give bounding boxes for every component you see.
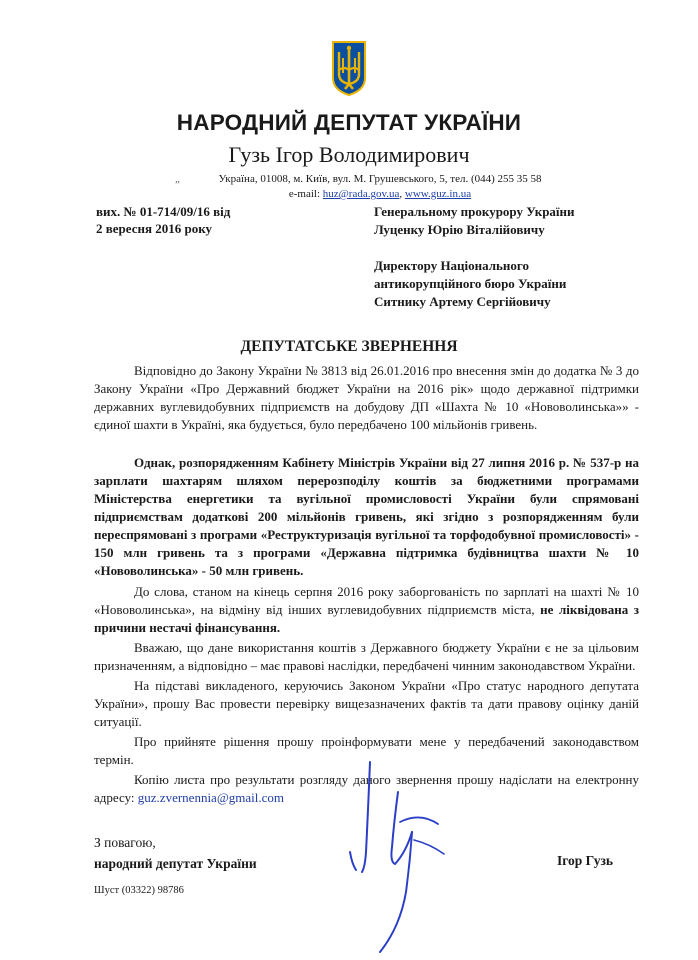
outgoing-number-block [96, 203, 230, 237]
letter-body [94, 362, 639, 434]
recipient-line: Директору Національного [374, 258, 530, 273]
recipient-line: Ситнику Артему Сергійовичу [374, 294, 551, 309]
reply-email-link[interactable]: guz.zvernennia@gmail.com [137, 790, 285, 805]
recipient-prosecutor [374, 203, 575, 239]
paragraph-6: Про прийняте рішення прошу проінформувати мене у передбачений законодавством термін. [94, 734, 639, 767]
recipient-nabu [374, 257, 566, 311]
paragraph-3-bold: не ліквідована з причини нестачі фінансування. [94, 602, 639, 635]
paragraph-2: Однак, розпорядженням Кабінету Міністрів України від 27 липня 2016 р. № 537-р на зарплати шахтарям шляхом перерозподілу коштів за бюджетними програмами Міністерства енергетики та вугільної промисловості України були спрямовані підприємствам додаткові 200 мільйонів гривень, які згідно з розпорядженням були переспрямовані з програми «Реструктуризація вугільної та торфодобувної промисловості» - 150 млн гривень та з програми «Державна підтримка будівництва шахти № 10 «Нововолинська» - 50 млн гривень. [94, 455, 639, 578]
executor-contact: Шуст (03322) 98786 [94, 885, 184, 896]
letterhead-address [190, 172, 570, 202]
closing-block [94, 832, 257, 874]
document-heading: ДЕПУТАТСЬКЕ ЗВЕРНЕННЯ [240, 338, 458, 355]
paragraph-5: На підставі викладеного, керуючись Законом України «Про статус народного депутата України», прошу Вас провести перевірку вищезазначених фактів та дати правову оцінку даній ситуації. [94, 678, 639, 729]
recipient-line: антикорупційного бюро України [374, 276, 567, 291]
email-label: e-mail: [288, 188, 321, 200]
address-line: Україна, 01008, м. Київ, вул. М. Грушевського, 5, тел. (044) 255 35 58 [218, 173, 542, 185]
closing-position: народний депутат України [94, 856, 257, 871]
email-link[interactable]: huz@rada.gov.ua [322, 188, 400, 200]
scan-mark: „ [175, 173, 180, 185]
signer-name: Ігор Гузь [557, 853, 614, 868]
paragraph-7-text: Копію листа про результати розгляду даного звернення прошу надіслати на електронну адресу: [94, 772, 639, 805]
recipient-line: Генеральному прокурору України [374, 204, 575, 219]
handwritten-signature [340, 752, 460, 957]
deputy-name: Гузь Ігор Володимирович [228, 142, 470, 167]
paragraph-4: Вважаю, що дане використання коштів з Державного бюджету України є не за цільовим призначенням, а відповідно – має правові наслідки, передбачені чинним законодавством України. [94, 640, 639, 673]
outgoing-number: вих. № 01-714/09/16 від [96, 204, 231, 219]
contact-line [190, 187, 570, 202]
paragraph-3 [94, 583, 639, 637]
paragraph-3-text: До слова, станом на кінець серпня 2016 року заборгованість по зарплаті на шахті № 10 «Нововолинська», на відміну від інших вуглевидобувних підприємств міста, [94, 584, 639, 617]
website-link[interactable]: www.guz.in.ua [404, 188, 472, 200]
letter-body-bold [94, 454, 639, 580]
paragraph-1: Відповідно до Закону України № 3813 від 26.01.2016 про внесення змін до додатка № 3 до Закону України «Про Державний бюджет України на 2016 рік» щодо державної підтримки державних вуглевидобувних підприємств на добудову ДП «Шахта № 10 «Нововолинська»» - єдиної шахти в Україні, яка будується, було передбачено 100 мільйонів гривень. [94, 363, 639, 432]
outgoing-date: 2 вересня 2016 року [96, 221, 213, 236]
link-separator: , [399, 188, 403, 200]
recipient-line: Луценку Юрію Віталійовичу [374, 222, 545, 237]
closing-regards: З повагою, [94, 835, 156, 850]
ukraine-coat-of-arms-icon [331, 40, 367, 96]
letterhead-title: НАРОДНИЙ ДЕПУТАТ УКРАЇНИ [176, 110, 522, 135]
